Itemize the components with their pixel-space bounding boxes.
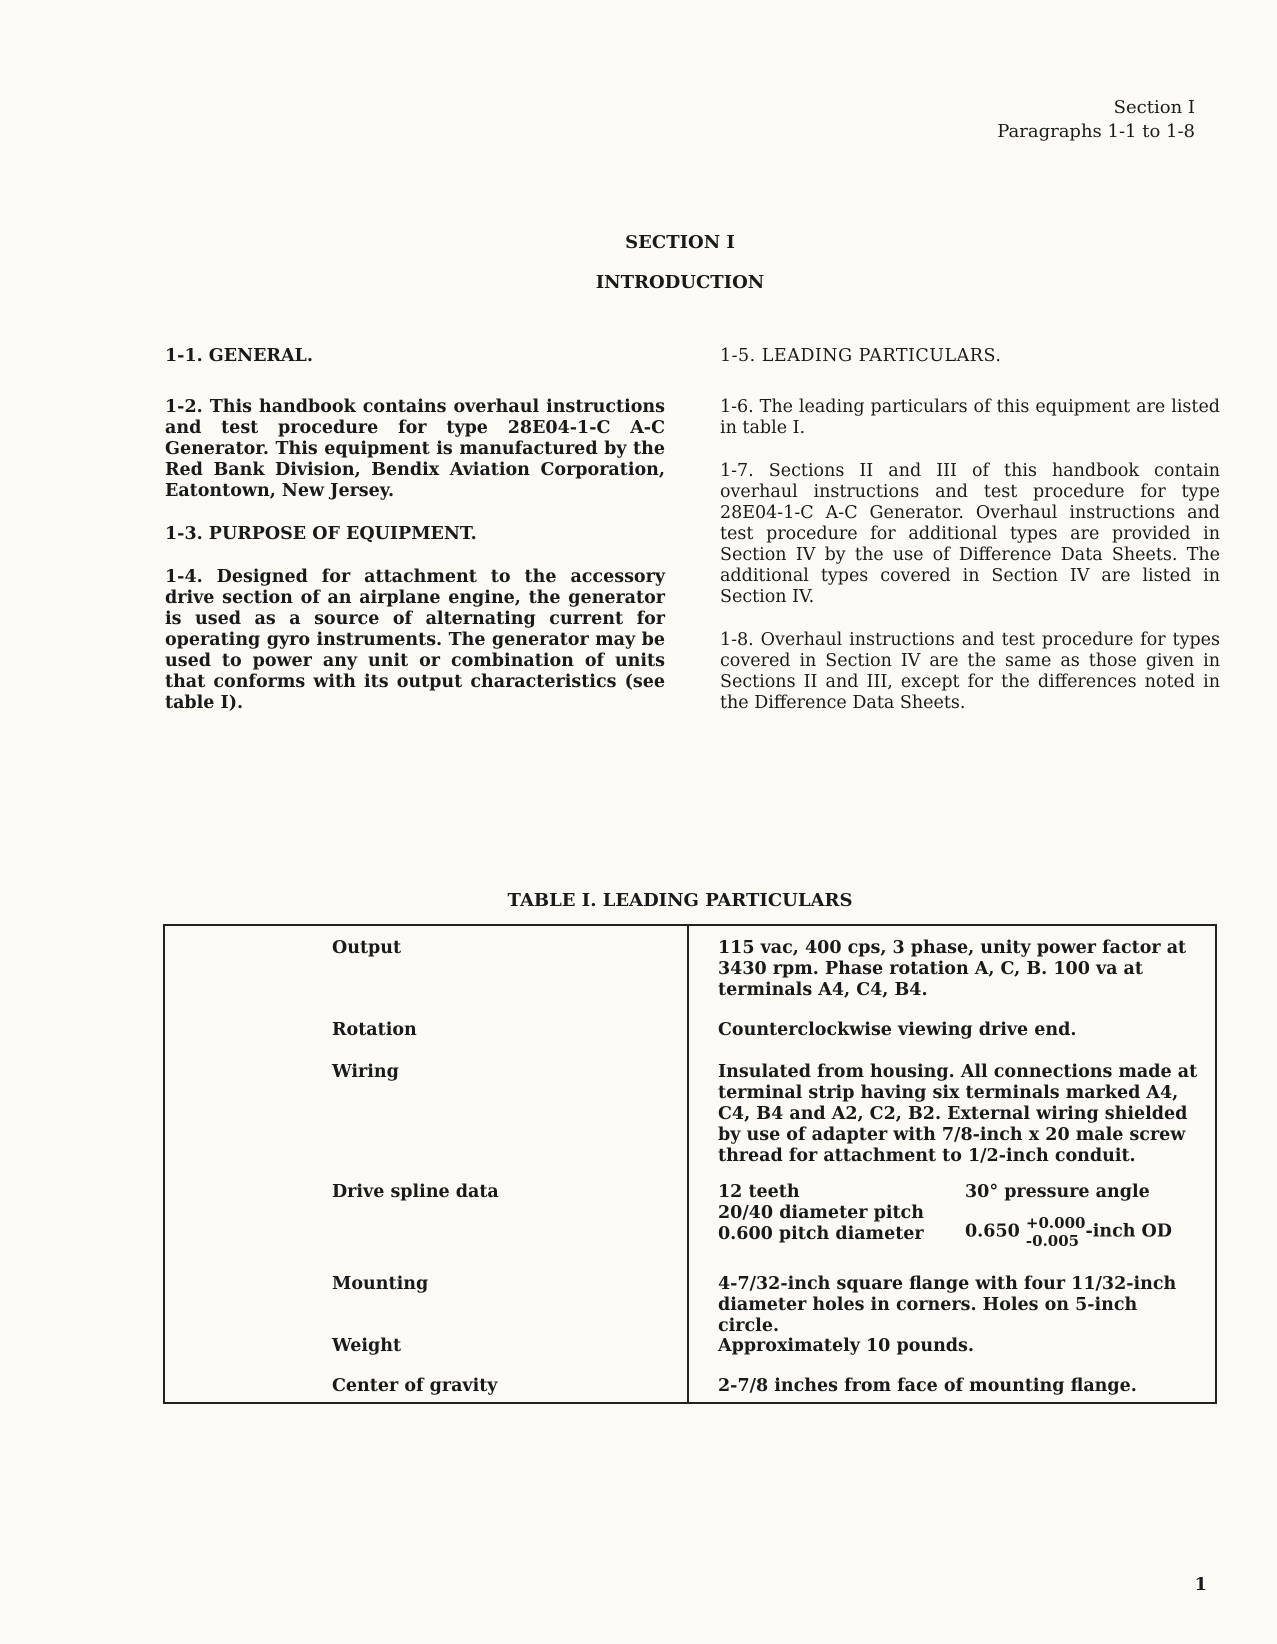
heading-purpose: 1-3. PURPOSE OF EQUIPMENT. <box>165 524 477 544</box>
spline-od-base: 0.650 <box>965 1221 1020 1242</box>
section-subtitle: INTRODUCTION <box>595 272 765 293</box>
row-label-drive-spline: Drive spline data <box>332 1182 499 1202</box>
page-number: 1 <box>1194 1574 1207 1595</box>
left-column <box>165 346 665 736</box>
row-value-rotation: Counterclockwise viewing drive end. <box>718 1020 1077 1040</box>
spline-teeth: 12 teeth <box>718 1182 800 1202</box>
header-section: Section I <box>1113 97 1195 118</box>
row-label-weight: Weight <box>332 1336 402 1356</box>
table-title: TABLE I. LEADING PARTICULARS <box>507 890 853 911</box>
row-label-wiring: Wiring <box>332 1062 399 1082</box>
section-title: SECTION I <box>625 232 735 253</box>
leading-particulars-table <box>163 924 1217 1404</box>
spline-od-tolerance <box>1026 1214 1086 1250</box>
row-label-rotation: Rotation <box>332 1020 417 1040</box>
row-value-weight: Approximately 10 pounds. <box>718 1336 974 1356</box>
paragraph-1-6: 1-6. The leading particulars of this equipment are listed in table I. <box>720 397 1220 438</box>
row-label-mounting: Mounting <box>332 1274 429 1294</box>
spline-od-suffix: -inch OD <box>1085 1221 1172 1242</box>
table-divider <box>687 926 689 1402</box>
paragraph-1-2: 1-2. This handbook contains overhaul instructions and test procedure for type 28E04-1-C A-C Generator. This equipment is manufactured by the Red Bank Division, Bendix Aviation Corporation, Eatontown, New Jersey. <box>165 397 665 501</box>
spline-od <box>965 1214 1172 1250</box>
spline-pitch-diameter: 0.600 pitch diameter <box>718 1224 924 1244</box>
row-value-drive-spline <box>718 1182 1203 1250</box>
spline-data <box>718 1182 1203 1250</box>
paragraph-1-8: 1-8. Overhaul instructions and test procedure for types covered in Section IV are the same as those given in Sections II and III, except for the differences noted in the Difference Data Sheets. <box>720 630 1220 713</box>
right-column <box>720 346 1220 736</box>
paragraph-1-4: 1-4. Designed for attachment to the accessory drive section of an airplane engine, the generator is used as a source of alternating current for operating gyro instruments. The generator may be used to power any unit or combination of units that conforms with its output characteristics (see table I). <box>165 567 665 713</box>
paragraph-1-7: 1-7. Sections II and III of this handbook contain overhaul instructions and test procedure for type 28E04-1-C A-C Generator. Overhaul instructions and test procedure for additional types are provided in Section IV by the use of Difference Data Sheets. The additional types covered in Section IV are listed in Section IV. <box>720 461 1220 607</box>
heading-leading-particulars: 1-5. LEADING PARTICULARS. <box>720 346 1002 366</box>
heading-general: 1-1. GENERAL. <box>165 346 313 366</box>
spline-pressure-angle: 30° pressure angle <box>965 1182 1150 1202</box>
spline-od-plus: +0.000 <box>1025 1214 1086 1232</box>
row-value-wiring: Insulated from housing. All connections made at terminal strip having six terminals marked A4, C4, B4 and A2, C2, B2. External wiring shielded by use of adapter with 7/8-inch x 20 male screw thread for attachment to 1/2-inch conduit. <box>718 1062 1198 1166</box>
row-value-output: 115 vac, 400 cps, 3 phase, unity power factor at 3430 rpm. Phase rotation A, C, B. 100 va at terminals A4, C4, B4. <box>718 938 1187 1000</box>
row-value-center-of-gravity: 2-7/8 inches from face of mounting flange. <box>718 1376 1137 1396</box>
page-header <box>997 96 1195 144</box>
header-paragraphs: Paragraphs 1-1 to 1-8 <box>997 121 1195 142</box>
spline-od-minus: -0.005 <box>1025 1232 1080 1250</box>
row-label-output: Output <box>332 938 402 958</box>
spline-pitch: 20/40 diameter pitch <box>718 1203 924 1223</box>
row-label-center-of-gravity: Center of gravity <box>332 1376 498 1396</box>
row-value-mounting: 4-7/32-inch square flange with four 11/32-inch diameter holes in corners. Holes on 5-inch circle. <box>718 1274 1177 1336</box>
